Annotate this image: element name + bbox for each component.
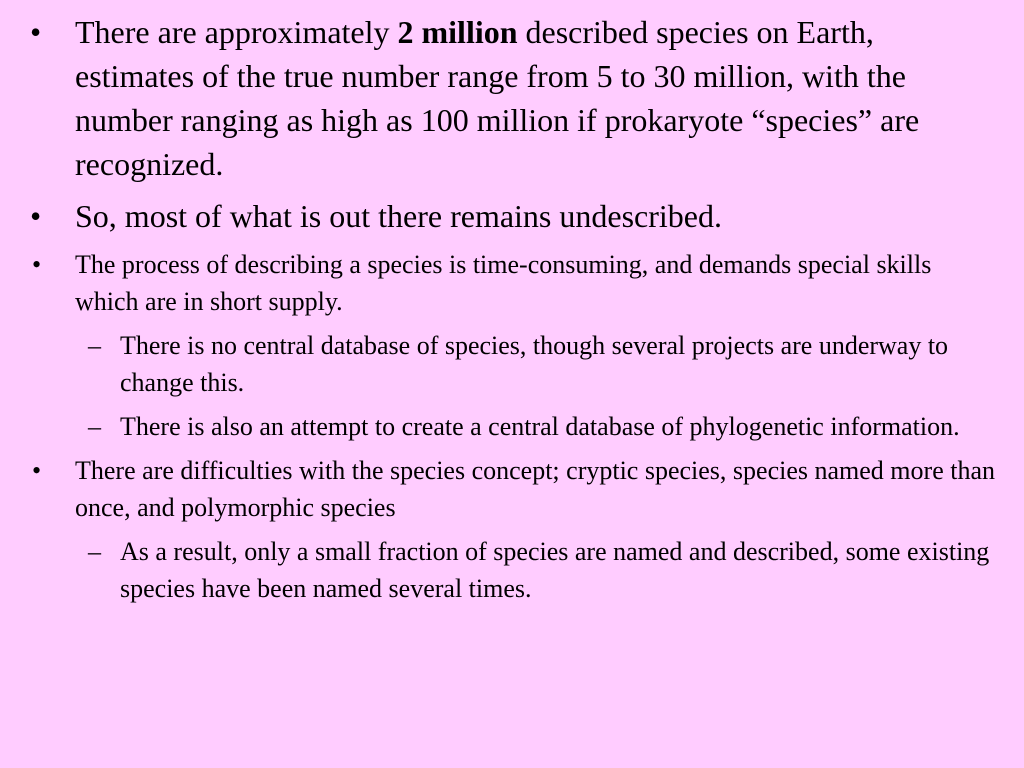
bullet-text: So, most of what is out there remains undescribed. [75, 198, 722, 234]
bullet-marker: • [30, 198, 42, 234]
dash-marker: – [88, 412, 101, 441]
sub-bullet-text: There is also an attempt to create a central database of phylogenetic information. [120, 412, 960, 441]
bullet-item-species-concept [30, 452, 1000, 526]
bullet-list [30, 10, 1000, 607]
bullet-marker: • [32, 456, 42, 485]
bullet-text-lead: There are approximately [75, 14, 398, 50]
bullet-text: There are difficulties with the species concept; cryptic species, species named more than once, and polymorphic species [75, 456, 995, 522]
dash-marker: – [88, 537, 101, 566]
sub-bullet-item-result [30, 533, 1000, 607]
bullet-marker: • [30, 14, 42, 50]
bullet-text-rest: described species on Earth, estimates of the true number range from 5 to 30 million, with the number ranging as high as 100 million if prokaryote “species” are recognized. [75, 14, 920, 182]
dash-marker: – [88, 331, 101, 360]
bullet-text [75, 14, 919, 182]
bullet-marker: • [32, 250, 42, 279]
sub-bullet-text: There is no central database of species, though several projects are underway to change this. [120, 331, 949, 397]
bullet-item-species-count [30, 10, 1000, 186]
bullet-text-bold: 2 million [397, 14, 518, 50]
sub-bullet-text: As a result, only a small fraction of species are named and described, some existing species have been named several times. [120, 537, 990, 603]
bullet-item-undescribed [30, 194, 1000, 238]
sub-bullet-item-phylogenetic-database [30, 408, 1000, 445]
bullet-item-describing-process [30, 246, 1000, 320]
bullet-text: The process of describing a species is time-consuming, and demands special skills which are in short supply. [75, 250, 932, 316]
sub-bullet-item-no-database [30, 327, 1000, 401]
